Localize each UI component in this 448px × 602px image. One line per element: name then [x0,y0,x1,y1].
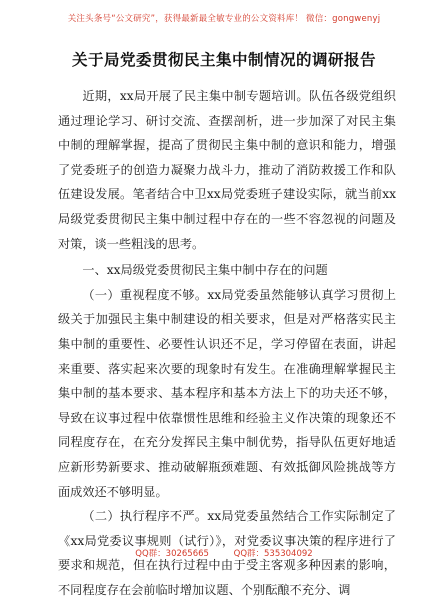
body-paragraph: （一）重视程度不够。xx局党委虽然能够认真学习贯彻上级关于加强民主集中制建设的相关要求，但是对严格落实民主集中制的重要性、必要性认识还不足，学习停留在表面，讲起来重要、落实起来次要的现象时有发生。在准确理解掌握民主集中制的基本要求、基本程序和基本方法上下的功夫还不够，导致在议事过程中依靠惯性思维和经验主义作决策的现象还不同程度存在，在充分发挥民主集中制优势，指导队伍更好地适应新形势新要求、推动破解瓶颈难题、有效抵御风险挑战等方面成效还不够明显。 [58,287,396,499]
footer-qq-group-1: QQ群：30265665 [135,549,209,559]
footer-qq-group-2: QQ群：535304092 [233,549,313,559]
footer-contacts [0,547,448,559]
intro-paragraph: 近期，xx局开展了民主集中制专题培训。队伍各级党组织通过理论学习、研讨交流、查摆剖析，进一步加深了对民主集中制的理解掌握，提高了贯彻民主集中制的意识和能力，增强了党委班子的创造力凝聚力战斗力，推动了消防救援工作和队伍建设发展。笔者结合中卫xx局党委班子建设实际，就当前xx局级党委贯彻民主集中制过程中存在的一些不容忽视的问题及对策，谈一些粗浅的思考。 [58,89,396,251]
document-title: 关于局党委贯彻民主集中制情况的调研报告 [71,51,376,69]
document-body [58,84,396,602]
header-notice: 关注头条号“公文研究”，获得最新最全敏专业的公文资料库！ 微信：gongwenyj [67,14,381,24]
section-heading: 一、xx局级党委贯彻民主集中制中存在的问题 [82,263,328,278]
body-paragraph: （二）执行程序不严。xx局党委虽然结合工作实际制定了《xx局党委议事规则（试行）》，对党委议事决策的程序进行了要求和规范，但在执行过程中由于受主客观多种因素的影响，不同程度存在会前临时增加议题、个别酝酿不充分、调 [58,509,396,597]
